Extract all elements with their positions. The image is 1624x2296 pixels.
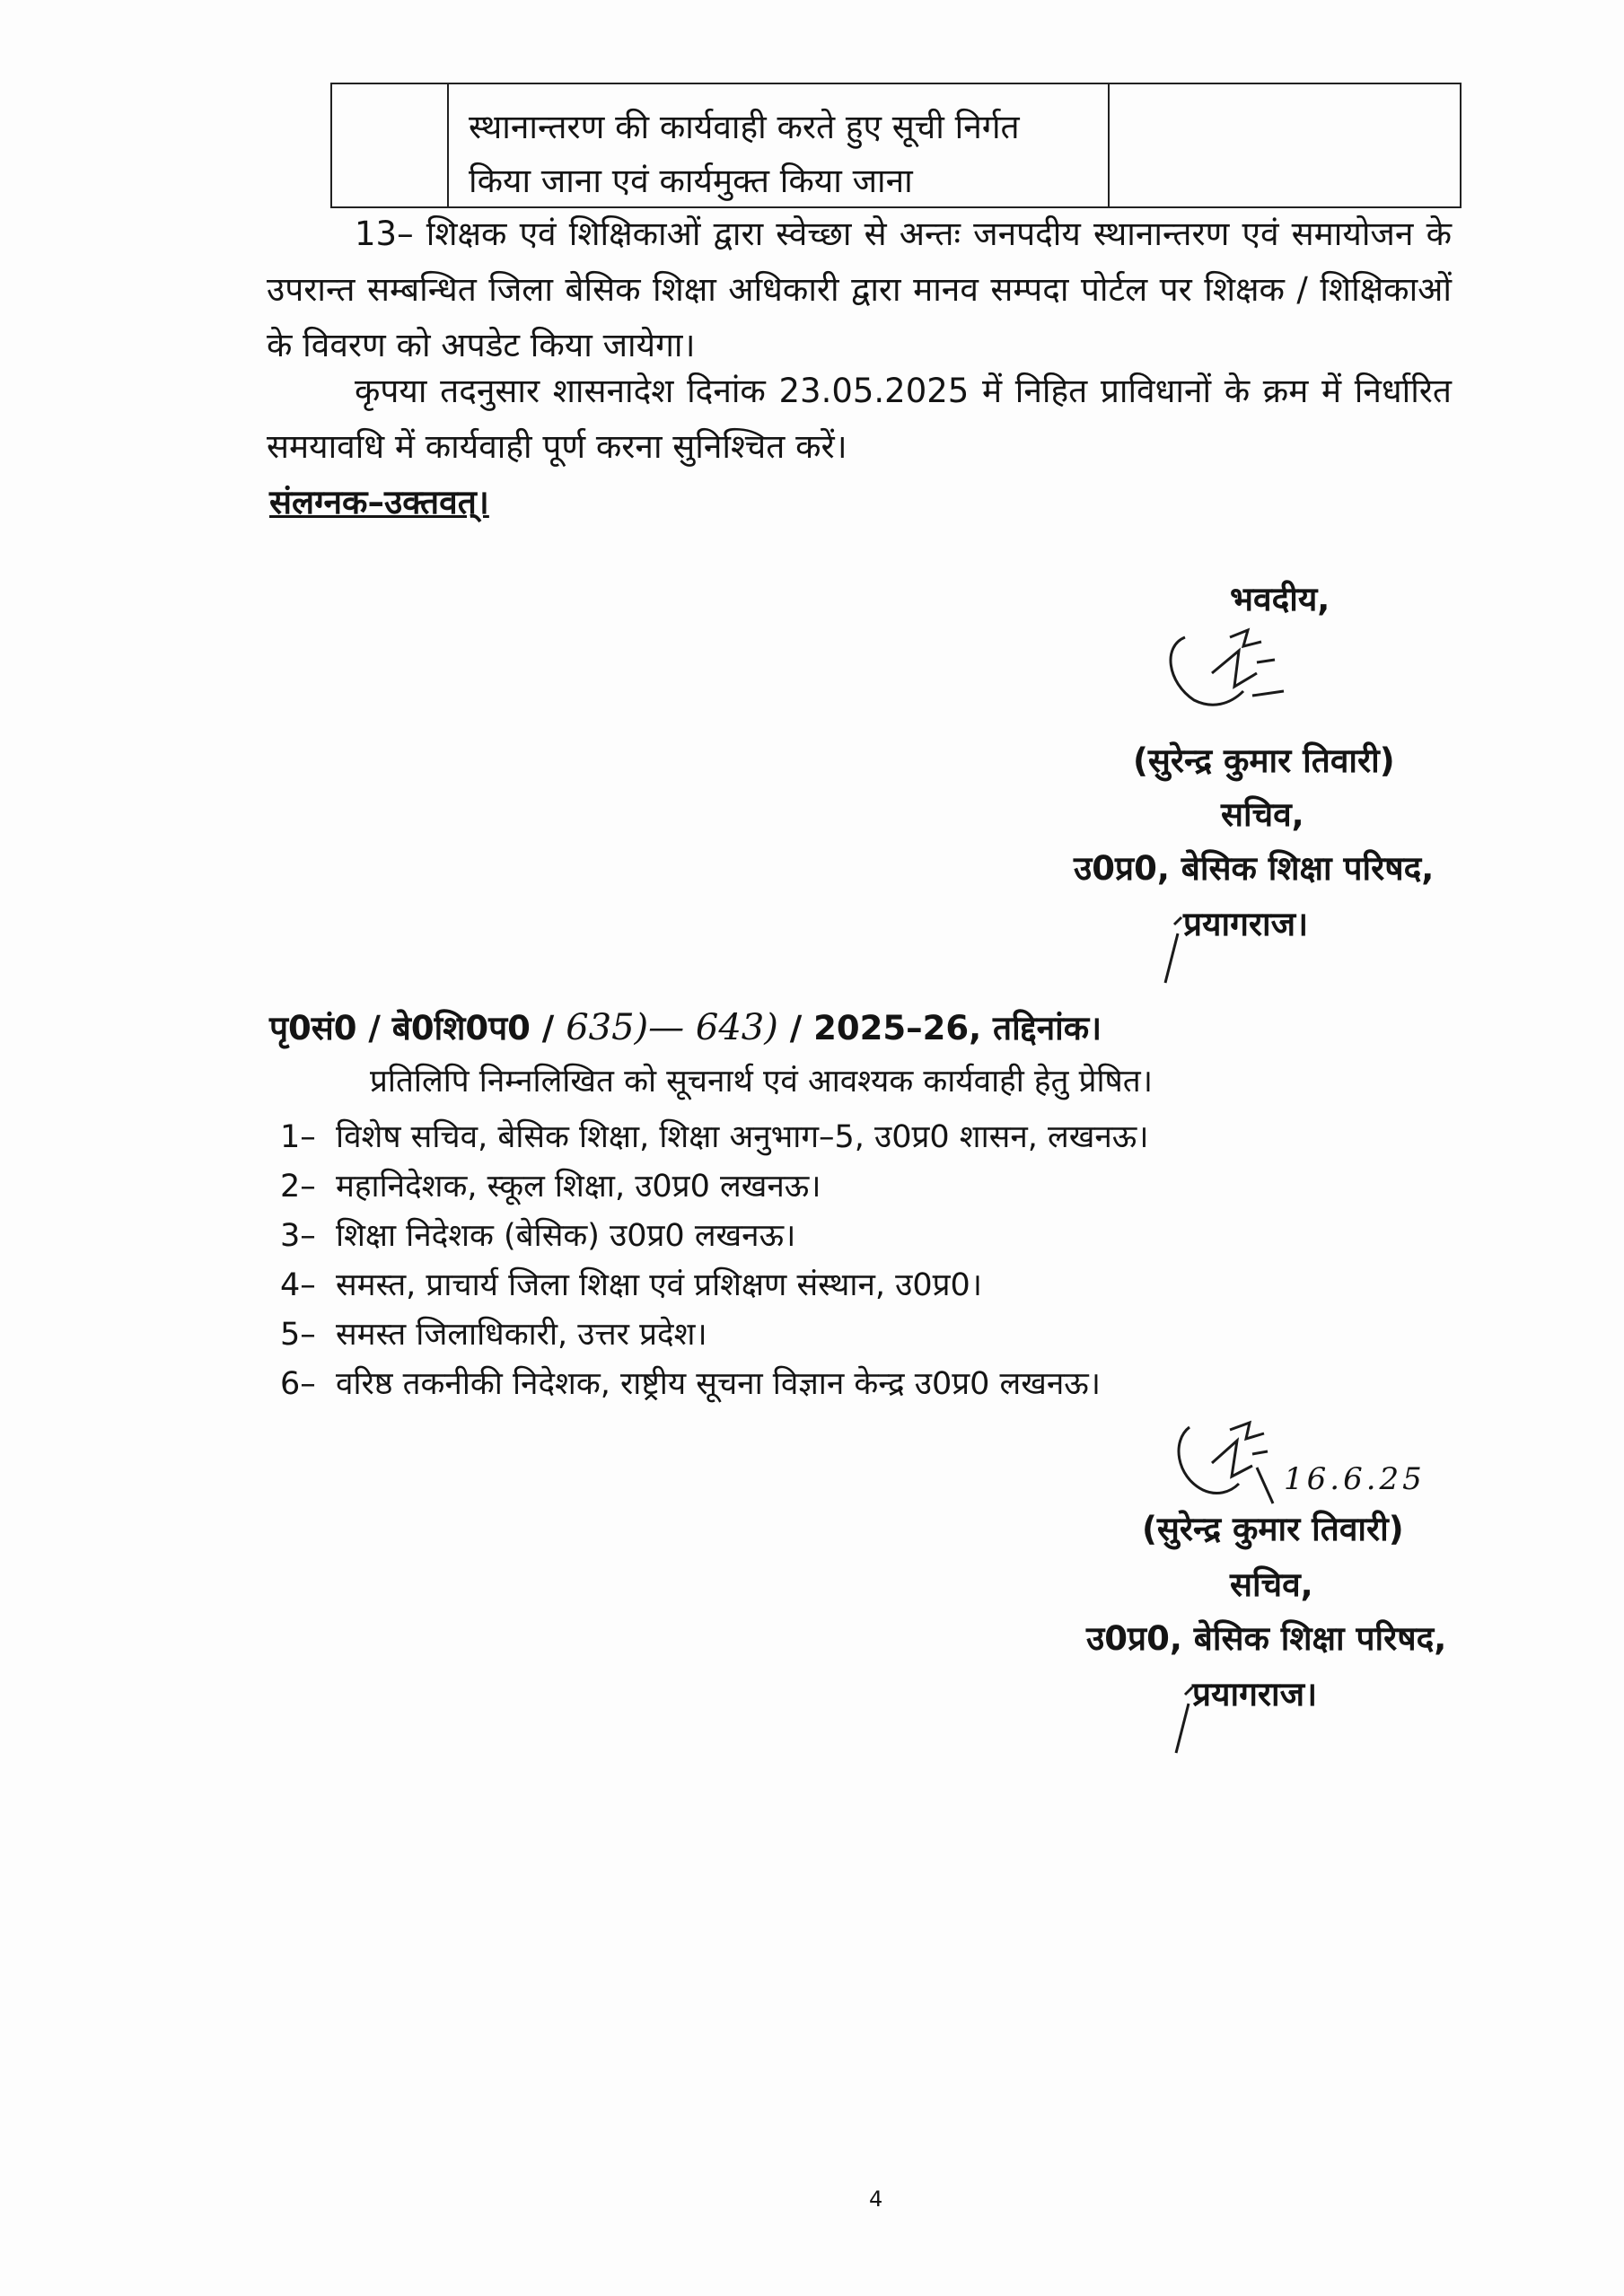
signatory-org-2: उ0प्र0, बेसिक शिक्षा परिषद, bbox=[1086, 1619, 1447, 1658]
list-item: 4– समस्त, प्राचार्य जिला शिक्षा एवं प्रशिक्षण संस्थान, उ0प्र0। bbox=[280, 1267, 983, 1303]
signatory-name-1: (सुरेन्द्र कुमार तिवारी) bbox=[1133, 741, 1395, 780]
list-item: 6– वरिष्ठ तकनीकी निदेशक, राष्ट्रीय सूचना विज्ञान केन्द्र उ0प्र0 लखनऊ। bbox=[280, 1366, 1102, 1402]
table-cell-timeline bbox=[1110, 84, 1460, 208]
signatory-place-2: प्रयागराज। bbox=[1192, 1675, 1318, 1713]
handwritten-stroke-1 bbox=[1156, 907, 1192, 987]
table-line-1: स्थानान्तरण की कार्यवाही करते हुए सूची निर्गत bbox=[469, 108, 1020, 146]
copy-recipient-list bbox=[280, 1113, 1149, 1409]
paragraph-request: कृपया तदनुसार शासनादेश दिनांक 23.05.2025 में निहित प्राविधानों के क्रम में निर्धारित समयावधि में कार्यवाही पूर्ण करना सुनिश्चित करें। bbox=[267, 372, 1452, 466]
signatory-designation-2: सचिव, bbox=[1230, 1565, 1313, 1604]
signatory-org-1: उ0प्र0, बेसिक शिक्षा परिषद, bbox=[1074, 849, 1435, 888]
signature-mark-2 bbox=[1167, 1414, 1284, 1512]
closing-salutation: भवदीय, bbox=[1230, 580, 1330, 618]
signatory-name-2: (सुरेन्द्र कुमार तिवारी) bbox=[1142, 1510, 1404, 1548]
list-item: 3– शिक्षा निदेशक (बेसिक) उ0प्र0 लखनऊ। bbox=[280, 1218, 796, 1254]
list-item: 1– विशेष सचिव, बेसिक शिक्षा, शिक्षा अनुभाग–5, उ0प्र0 शासन, लखनऊ। bbox=[280, 1119, 1149, 1155]
signatory-place-1: प्रयागराज। bbox=[1183, 905, 1309, 943]
reference-suffix: / 2025–26, तद्दिनांक। bbox=[789, 1009, 1102, 1047]
handwritten-dispatch-range: 635)— 643) bbox=[566, 1007, 778, 1048]
table-line-2: किया जाना एवं कार्यमुक्त किया जाना bbox=[469, 162, 913, 200]
handwritten-stroke-2 bbox=[1167, 1677, 1203, 1757]
table-fragment bbox=[330, 83, 1462, 208]
page-number: 4 bbox=[869, 2186, 883, 2212]
table-cell-serial bbox=[332, 84, 449, 208]
reference-number bbox=[269, 1003, 1102, 1049]
copy-forwarded-note: प्रतिलिपि निम्नलिखित को सूचनार्थ एवं आवश्यक कार्यवाही हेतु प्रेषित। bbox=[370, 1064, 1153, 1100]
enclosure-note: संलग्नक–उक्तवत्। bbox=[269, 483, 489, 521]
reference-prefix: पृ0सं0 / बे0शि0प0 / bbox=[269, 1009, 555, 1047]
signature-mark-1 bbox=[1158, 619, 1320, 727]
paragraph-13: 13– शिक्षक एवं शिक्षिकाओं द्वारा स्वेच्छा से अन्तः जनपदीय स्थानान्तरण एवं समायोजन के उपरान्त सम्बन्धित जिला बेसिक शिक्षा अधिकारी द्वारा मानव सम्पदा पोर्टल पर शिक्षक / शिक्षिकाओं के विवरण को अपडेट किया जायेगा। bbox=[267, 215, 1452, 364]
list-item: 2– महानिदेशक, स्कूल शिक्षा, उ0प्र0 लखनऊ। bbox=[280, 1169, 821, 1205]
list-item: 5– समस्त जिलाधिकारी, उत्तर प्रदेश। bbox=[280, 1317, 707, 1353]
signatory-designation-1: सचिव, bbox=[1221, 795, 1304, 834]
table-cell-description bbox=[449, 84, 1110, 208]
handwritten-date: 16.6.25 bbox=[1284, 1461, 1426, 1497]
